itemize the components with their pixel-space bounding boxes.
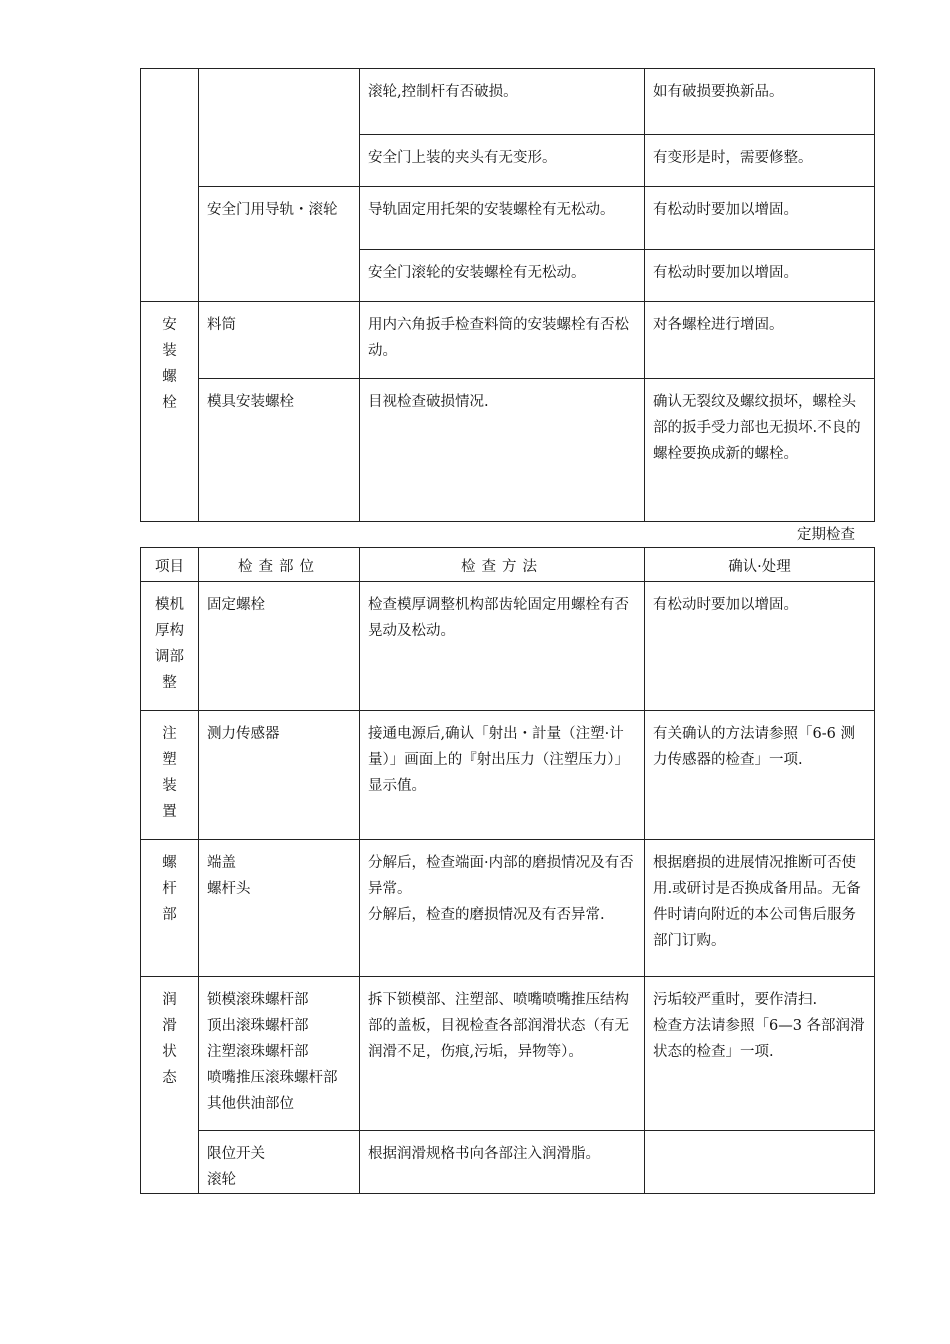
action-cell: 对各螺栓进行增固。 — [645, 302, 875, 379]
action-cell: 如有破损要换新品。 — [645, 69, 875, 135]
action-cell: 有松动时要加以增固。 — [645, 582, 875, 711]
item-cell: 螺 杆 部 — [141, 840, 199, 977]
method-cell: 安全门滚轮的安装螺栓有无松动。 — [360, 250, 645, 302]
table-row — [141, 379, 875, 522]
table-row — [141, 1131, 875, 1194]
table-row — [141, 187, 875, 250]
table-row — [141, 69, 875, 135]
part-cell: 锁模滚珠螺杆部 顶出滚珠螺杆部 注塑滚珠螺杆部 喷嘴推压滚珠螺杆部 其他供油部位 — [199, 977, 360, 1131]
table-row — [141, 977, 875, 1131]
inspection-table-continued — [140, 68, 875, 522]
table-row — [141, 711, 875, 840]
item-cell: 润 滑 状 态 — [141, 977, 199, 1194]
part-cell: 料筒 — [199, 302, 360, 379]
header-part: 检查部位 — [199, 548, 360, 582]
method-cell: 导轨固定用托架的安装螺栓有无松动。 — [360, 187, 645, 250]
part-cell: 限位开关 滚轮 — [199, 1131, 360, 1194]
part-cell: 端盖 螺杆头 — [199, 840, 360, 977]
action-cell — [645, 1131, 875, 1194]
method-cell: 接通电源后,确认「射出・計量（注塑·计量）」画面上的『射出压力（注塑压力）」显示值。 — [360, 711, 645, 840]
inspection-table — [140, 547, 875, 1194]
part-cell: 安全门用导轨・滚轮 — [199, 187, 360, 302]
method-cell: 检查模厚调整机构部齿轮固定用螺栓有否晃动及松动。 — [360, 582, 645, 711]
item-cell — [141, 69, 199, 302]
method-cell: 目视检查破损情况. — [360, 379, 645, 522]
method-cell: 根据润滑规格书向各部注入润滑脂。 — [360, 1131, 645, 1194]
action-cell: 确认无裂纹及螺纹损坏，螺栓头部的扳手受力部也无损坏.不良的螺栓要换成新的螺栓。 — [645, 379, 875, 522]
part-cell: 固定螺栓 — [199, 582, 360, 711]
item-cell: 安 装 螺 栓 — [141, 302, 199, 522]
action-cell: 有松动时要加以增固。 — [645, 250, 875, 302]
part-cell: 测力传感器 — [199, 711, 360, 840]
table-header-row — [141, 548, 875, 582]
action-cell: 污垢较严重时，要作清扫. 检查方法请参照「6—3 各部润滑状态的检查」一项. — [645, 977, 875, 1131]
method-cell: 用内六角扳手检查料筒的安装螺栓有否松动。 — [360, 302, 645, 379]
table-row — [141, 582, 875, 711]
header-item: 项目 — [141, 548, 199, 582]
part-cell: 模具安装螺栓 — [199, 379, 360, 522]
action-cell: 有变形是时，需要修整。 — [645, 135, 875, 187]
item-cell: 注 塑 装 置 — [141, 711, 199, 840]
part-cell — [199, 69, 360, 187]
table-row — [141, 302, 875, 379]
method-cell: 滚轮,控制杆有否破损。 — [360, 69, 645, 135]
table-row — [141, 840, 875, 977]
method-cell: 安全门上装的夹头有无变形。 — [360, 135, 645, 187]
header-action: 确认·处理 — [645, 548, 875, 582]
method-cell: 分解后，检查端面·内部的磨损情况及有否异常。 分解后，检查的磨损情况及有否异常. — [360, 840, 645, 977]
method-cell: 拆下锁模部、注塑部、喷嘴喷嘴推压结构部的盖板，目视检查各部润滑状态（有无润滑不足，伤痕,污垢，异物等）。 — [360, 977, 645, 1131]
item-cell: 模机 厚构 调部 整 — [141, 582, 199, 711]
header-method: 检查方法 — [360, 548, 645, 582]
section-caption: 定期检查 — [797, 527, 855, 543]
action-cell: 根据磨损的进展情况推断可否使用.或研讨是否换成备用品。无备件时请向附近的本公司售后服务部门订购。 — [645, 840, 875, 977]
action-cell: 有关确认的方法请参照「6-6 测力传感器的检查」一项. — [645, 711, 875, 840]
action-cell: 有松动时要加以增固。 — [645, 187, 875, 250]
